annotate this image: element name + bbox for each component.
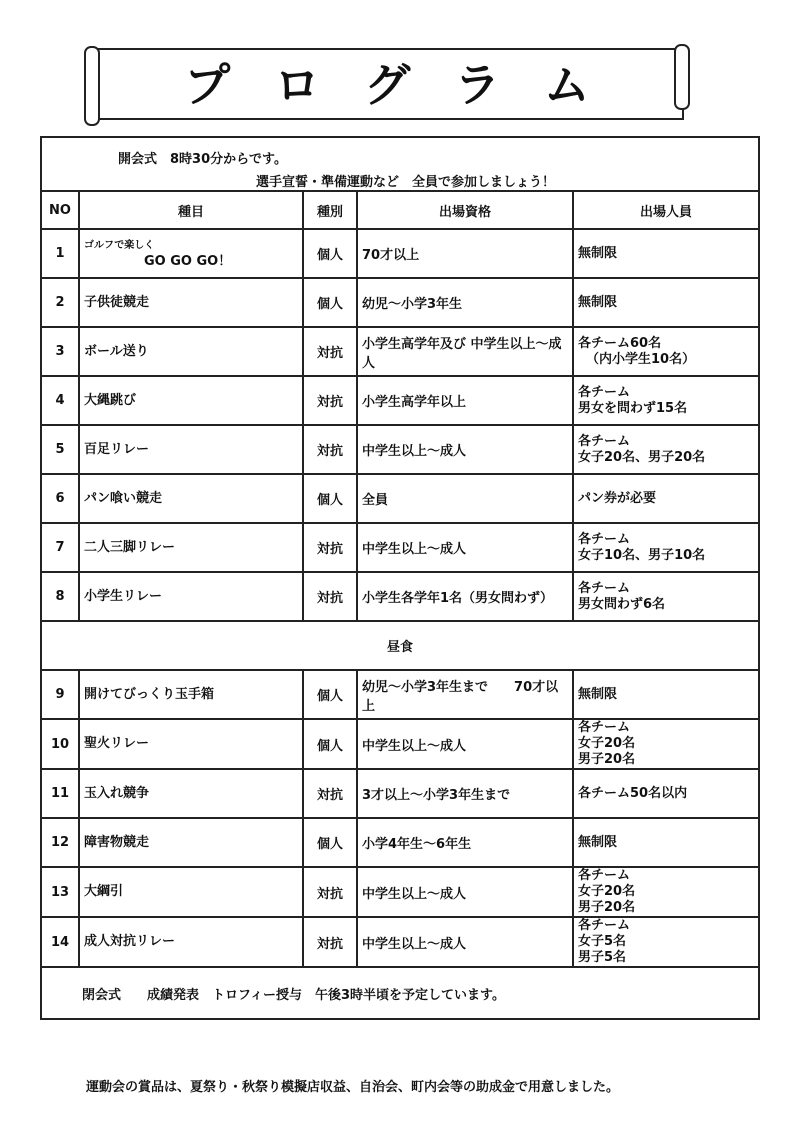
event-qualification: 中学生以上～成人 (357, 917, 573, 967)
event-kind: 対抗 (303, 769, 357, 818)
event-kind: 対抗 (303, 327, 357, 376)
table-row (41, 670, 759, 719)
event-kind: 個人 (303, 670, 357, 719)
participants-line-2: 女子20名 (578, 736, 636, 751)
event-participants-cell (573, 867, 759, 917)
header-participants: 出場人員 (573, 191, 759, 229)
event-name: 小学生リレー (84, 588, 163, 604)
event-number: 14 (41, 917, 79, 967)
table-row (41, 278, 759, 327)
lunch-label: 昼食 (41, 621, 759, 670)
event-name-cell (79, 917, 303, 967)
event-qualification: 中学生以上～成人 (357, 425, 573, 474)
event-name-cell (79, 719, 303, 769)
participants-line-2: （内小学生10名） (586, 351, 696, 367)
table-row (41, 917, 759, 967)
event-kind: 対抗 (303, 376, 357, 425)
event-name: ボール送り (84, 343, 149, 359)
event-name: 二人三脚リレー (84, 539, 176, 555)
footer-note: 運動会の賞品は、夏祭り・秋祭り模擬店収益、自治会、町内会等の助成金で用意しました。 (86, 1080, 620, 1095)
event-kind: 個人 (303, 278, 357, 327)
event-qualification: 小学生高学年及び 中学生以上～成人 (357, 327, 573, 376)
event-name: 玉入れ競争 (84, 785, 150, 801)
table-row (41, 229, 759, 278)
event-qualification: 小学4年生～6年生 (357, 818, 573, 867)
event-name: ゴルフで楽しく (84, 239, 155, 251)
event-name-cell (79, 769, 303, 818)
event-number: 8 (41, 572, 79, 621)
event-name-cell (79, 425, 303, 474)
event-kind: 対抗 (303, 572, 357, 621)
event-name-cell (79, 474, 303, 523)
participants-line-1: 各チーム (578, 384, 631, 400)
event-kind: 個人 (303, 719, 357, 769)
event-number: 7 (41, 523, 79, 572)
event-name-cell (79, 523, 303, 572)
event-kind: 個人 (303, 229, 357, 278)
page-title: プログラム (184, 58, 634, 112)
participants-line-1: 各チーム50名以内 (578, 785, 688, 801)
event-name: 成人対抗リレー (84, 934, 176, 949)
event-name-cell (79, 278, 303, 327)
event-name: パン喰い競走 (84, 490, 163, 506)
event-qualification: 幼児～小学3年生まで 70才以上 (357, 670, 573, 719)
event-participants-cell (573, 917, 759, 967)
event-qualification: 中学生以上～成人 (357, 523, 573, 572)
participants-line-1: 各チーム (578, 720, 631, 735)
header-no: NO (41, 191, 79, 229)
event-participants-cell (573, 474, 759, 523)
event-name: 大綱引 (84, 884, 124, 899)
event-participants-cell (573, 572, 759, 621)
closing-text: 閉会式 成績発表 トロフィー授与 午後3時半頃を予定しています。 (41, 967, 759, 1019)
header-event: 種目 (79, 191, 303, 229)
event-number: 10 (41, 719, 79, 769)
participants-line-2: 女子10名、男子10名 (578, 547, 706, 563)
event-number: 9 (41, 670, 79, 719)
event-number: 4 (41, 376, 79, 425)
event-name-cell (79, 572, 303, 621)
participants-line-1: 無制限 (578, 294, 618, 310)
event-name: 開けてびっくり玉手箱 (84, 686, 215, 702)
event-name-cell (79, 327, 303, 376)
event-participants-cell (573, 425, 759, 474)
event-name: 大縄跳び (84, 392, 137, 408)
title-banner (84, 44, 690, 122)
table-row (41, 474, 759, 523)
participants-line-2: 男女問わず6名 (578, 596, 666, 612)
event-participants-cell (573, 818, 759, 867)
participants-line-3: 男子20名 (578, 752, 636, 767)
closing-row (41, 967, 759, 1019)
table-row (41, 425, 759, 474)
event-name-cell (79, 818, 303, 867)
program-table (40, 136, 760, 1020)
opening-row (41, 137, 759, 191)
table-row (41, 769, 759, 818)
event-kind: 対抗 (303, 917, 357, 967)
event-number: 5 (41, 425, 79, 474)
header-kind: 種別 (303, 191, 357, 229)
participants-line-1: 各チーム (578, 531, 631, 547)
event-qualification: 3才以上～小学3年生まで (357, 769, 573, 818)
event-number: 13 (41, 867, 79, 917)
event-name: 聖火リレー (84, 736, 150, 751)
participants-line-1: 無制限 (578, 245, 618, 261)
participants-line-1: 各チーム (578, 580, 631, 596)
event-participants-cell (573, 229, 759, 278)
event-kind: 個人 (303, 818, 357, 867)
event-name: 百足リレー (84, 441, 150, 457)
event-qualification: 中学生以上～成人 (357, 867, 573, 917)
event-kind: 対抗 (303, 523, 357, 572)
event-participants-cell (573, 376, 759, 425)
event-participants-cell (573, 327, 759, 376)
event-participants-cell (573, 523, 759, 572)
opening-line-1: 開会式 8時30分からです。 (118, 152, 287, 167)
event-number: 3 (41, 327, 79, 376)
event-name-cell (79, 670, 303, 719)
participants-line-2: 女子20名 (578, 884, 636, 899)
table-row (41, 818, 759, 867)
event-kind: 対抗 (303, 425, 357, 474)
event-participants-cell (573, 769, 759, 818)
event-number: 6 (41, 474, 79, 523)
event-qualification: 幼児～小学3年生 (357, 278, 573, 327)
table-row (41, 376, 759, 425)
participants-line-1: 各チーム (578, 868, 631, 883)
participants-line-2: 男女を問わず15名 (578, 400, 688, 416)
event-qualification: 小学生高学年以上 (357, 376, 573, 425)
opening-cell (41, 137, 759, 191)
table-row (41, 572, 759, 621)
table-row (41, 719, 759, 769)
participants-line-3: 男子20名 (578, 900, 636, 915)
header-qualification: 出場資格 (357, 191, 573, 229)
event-name-cell (79, 867, 303, 917)
event-kind: 対抗 (303, 867, 357, 917)
event-participants-cell (573, 719, 759, 769)
event-number: 12 (41, 818, 79, 867)
table-row (41, 523, 759, 572)
lunch-row (41, 621, 759, 670)
header-row (41, 191, 759, 229)
event-qualification: 小学生各学年1名（男女問わず） (357, 572, 573, 621)
event-name: 障害物競走 (84, 834, 150, 850)
event-qualification: 中学生以上～成人 (357, 719, 573, 769)
event-name-cell (79, 229, 303, 278)
table-row (41, 327, 759, 376)
participants-line-1: 各チーム (578, 918, 631, 933)
participants-line-1: パン券が必要 (578, 490, 657, 506)
participants-line-1: 無制限 (578, 686, 618, 702)
event-qualification: 全員 (357, 474, 573, 523)
table-row (41, 867, 759, 917)
event-number: 1 (41, 229, 79, 278)
event-name-line-2: GO GO GO！ (144, 253, 232, 269)
participants-line-1: 無制限 (578, 834, 618, 850)
event-number: 11 (41, 769, 79, 818)
participants-line-2: 女子20名、男子20名 (578, 449, 706, 465)
event-qualification: 70才以上 (357, 229, 573, 278)
participants-line-1: 各チーム60名 (578, 335, 662, 351)
event-kind: 個人 (303, 474, 357, 523)
event-participants-cell (573, 670, 759, 719)
event-number: 2 (41, 278, 79, 327)
participants-line-1: 各チーム (578, 433, 631, 449)
event-participants-cell (573, 278, 759, 327)
event-name-cell (79, 376, 303, 425)
participants-line-3: 男子5名 (578, 950, 627, 965)
participants-line-2: 女子5名 (578, 934, 627, 949)
event-name: 子供徒競走 (84, 294, 150, 310)
opening-line-2: 選手宣誓・準備運動など 全員で参加しましょう！ (256, 175, 556, 190)
